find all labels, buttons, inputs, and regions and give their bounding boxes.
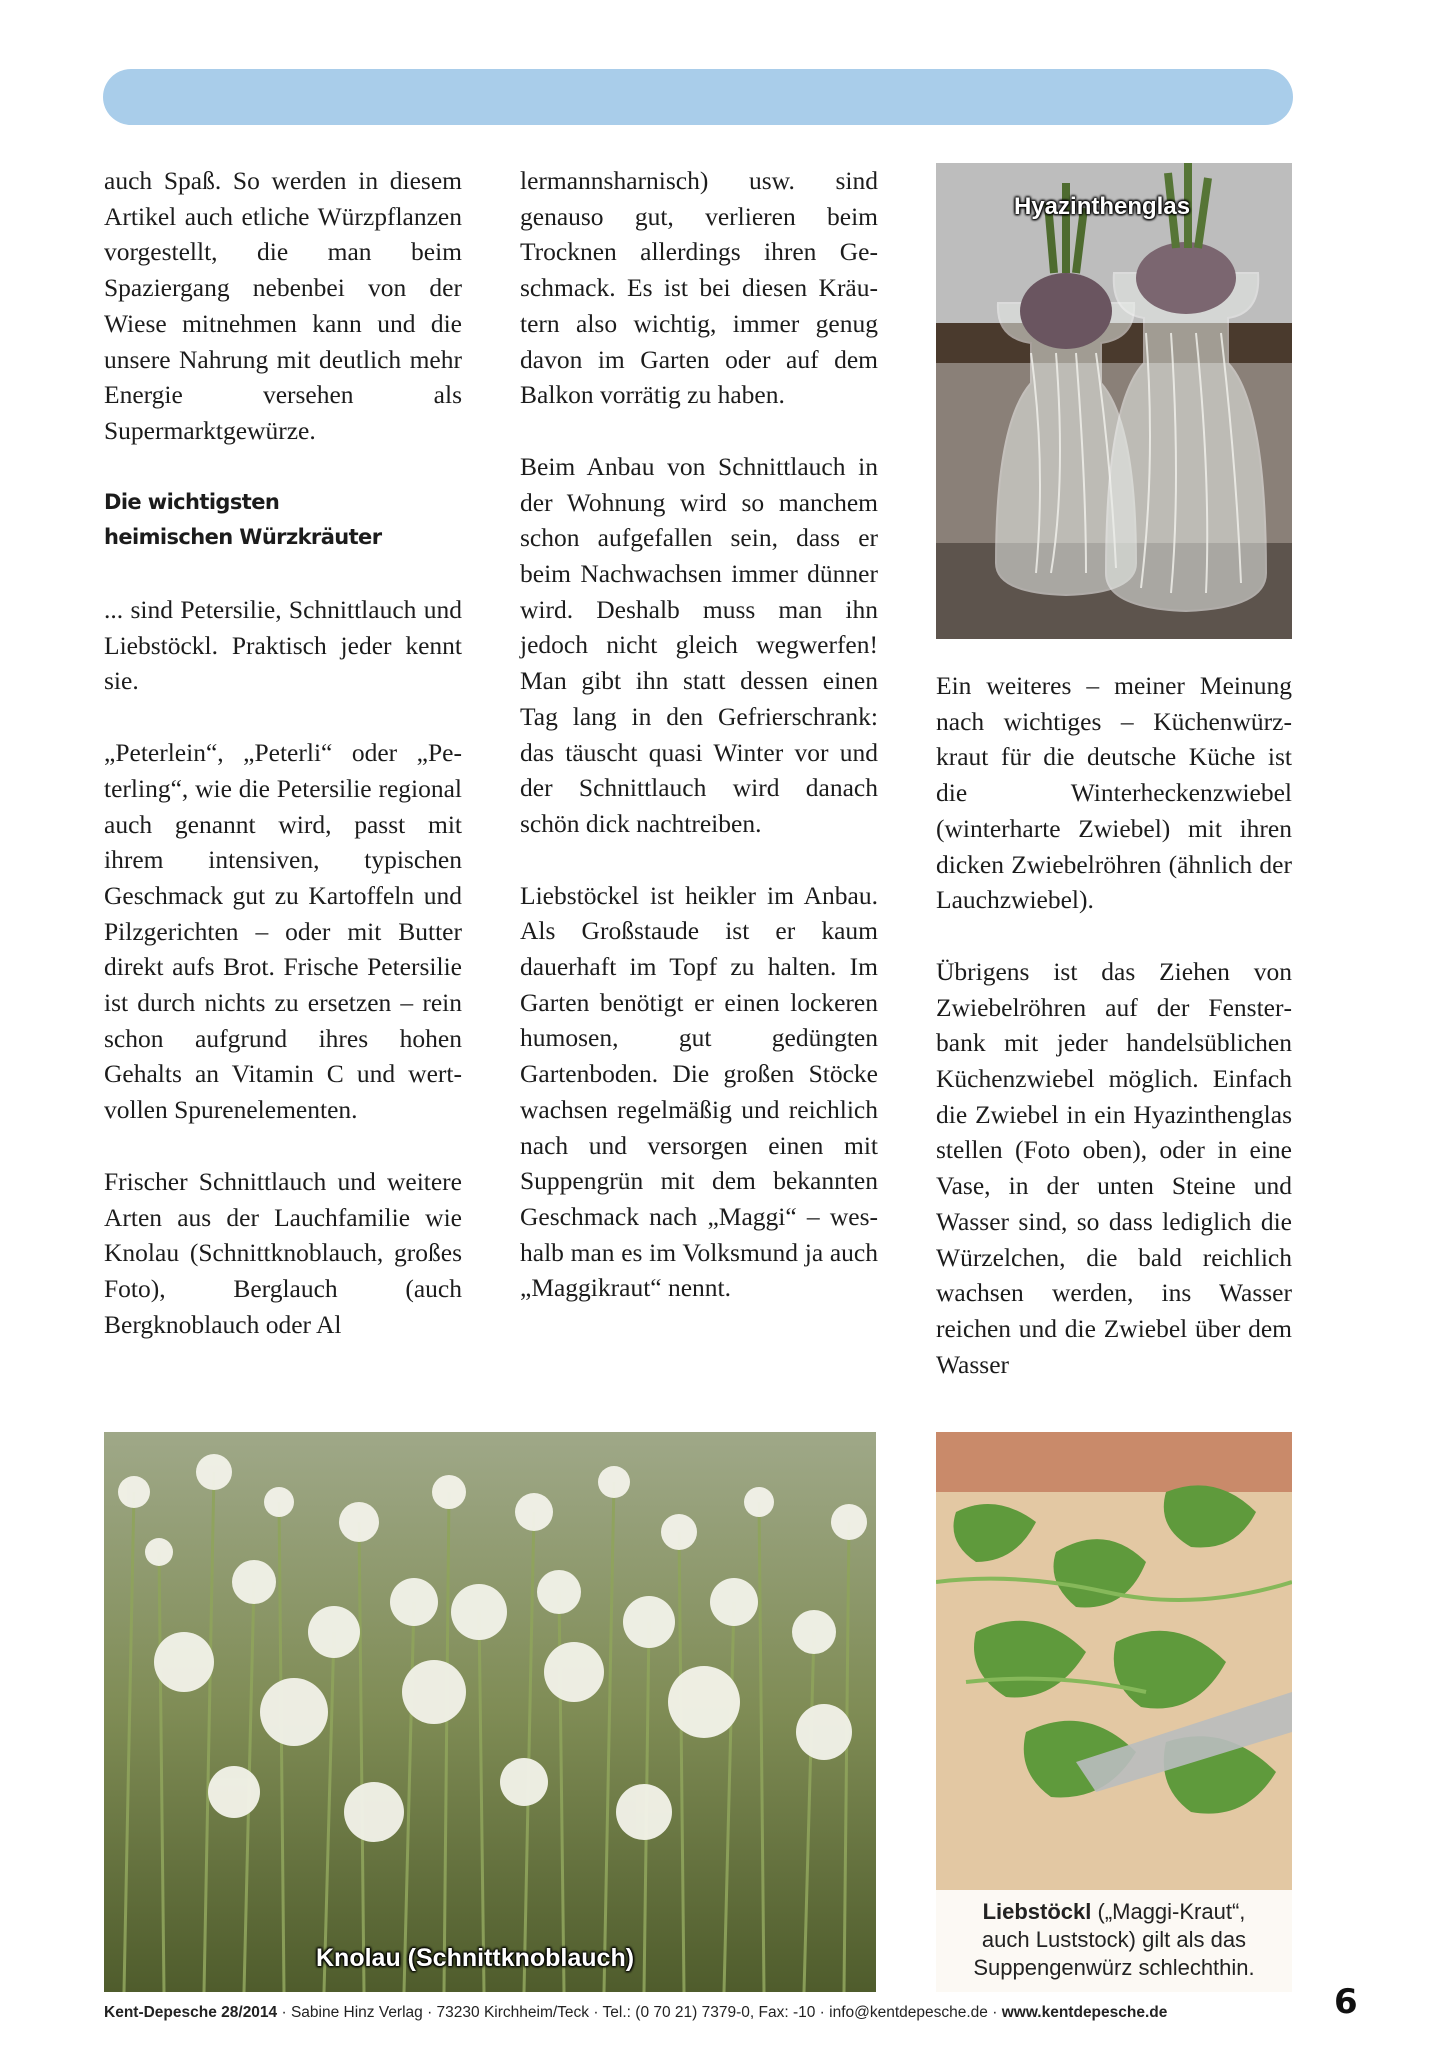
paragraph: auch Spaß. So werden in diesem Artikel auch etliche Würzpflanzen vorgestellt, die man beim Spaziergang nebenbei von der Wiese mitnehmen kann und die unsere Nahrung mit deutlich mehr Energie versehen als Supermarktgewürze.	[104, 166, 462, 445]
magazine-issue: Kent-Depesche 28/2014	[104, 2004, 278, 2021]
paragraph: Ein weiteres – meiner Meinung nach wichtiges – Küchenwürzkraut für die deutsche Küche ist die Winterheckenzwiebel (winterharte Zwiebel) mit ihren dicken Zwiebelröhren (ähnlich der Lauchzwiebel).	[936, 671, 1292, 915]
section-heading-line: heimischen Würzkräuter	[104, 525, 382, 550]
text-column-1	[104, 163, 462, 1342]
paragraph: Übrigens ist das Ziehen von Zwiebelröhren auf der Fensterbank mit jeder handelsüblichen Küchenzwiebel möglich. Einfach die Zwiebel in ein Hyazinthenglas stellen (Foto oben), oder in eine Vase, in der unten Steine und Wasser sind, so dass lediglich die Würzelchen, die bald reichlich wachsen werden, ins Wasser reichen und die Zwiebel über dem Wasser	[936, 956, 1292, 1379]
photo-caption-box	[936, 1890, 1292, 1992]
photo-caption: Hyazinthenglas	[1014, 193, 1191, 220]
header-bar	[103, 69, 1293, 125]
paragraph: „Peterlein“, „Peterli“ oder „Peterling“, wie die Petersilie regional auch genannt wird, passt mit ihrem intensiven, typischen Geschmack gut zu Kartoffeln und Pilzgerichten – oder mit Butter direkt aufs Brot. Frische Petersilie ist durch nichts zu ersetzen – rein schon aufgrund ihres hohen Gehalts an Vitamin C und wertvollen Spurenelementen.	[104, 738, 462, 1125]
lovage-photo	[936, 1432, 1292, 1992]
hyacinth-glass-illustration	[936, 163, 1292, 639]
hyacinth-glass-photo	[936, 163, 1292, 639]
paragraph: lermannsharnisch) usw. sind genauso gut, verlieren beim Trocknen allerdings ihren Geschmack. Es ist bei diesen Kräutern also wichtig, immer genug davon im Garten oder auf dem Balkon vorrätig zu haben.	[520, 166, 878, 410]
garlic-chives-photo	[104, 1432, 876, 1992]
text-column-2	[520, 163, 878, 1306]
paragraph: Liebstöckel ist heikler im Anbau. Als Großstaude ist er kaum dauerhaft im Topf zu halten. Im Garten benötigt er einen lockeren humosen, gut gedüngten Gartenboden. Die großen Stöcke wachsen regelmäßig und reichlich nach und versorgen einen mit Suppengrün mit dem bekannten Geschmack nach „Maggi“ – weshalb man es im Volksmund ja auch „Maggikraut“ nennt.	[520, 880, 878, 1303]
paragraph: Frischer Schnittlauch und weitere Arten aus der Lauchfamilie wie Knolau (Schnittknoblauch, großes Foto), Berglauch (auch Bergknoblauch oder Al	[104, 1166, 462, 1339]
paragraph: Beim Anbau von Schnittlauch in der Wohnung wird so manchem schon aufgefallen sein, dass er beim Nachwachsen immer dünner wird. Deshalb muss man ihn jedoch nicht gleich wegwerfen! Man gibt ihn statt dessen einen Tag lang in den Gefrierschrank: das täuscht quasi Winter vor und der Schnittlauch wird danach schön dick nachtreiben.	[520, 451, 878, 838]
photo-caption-text: auch Luststock) gilt als das	[981, 1927, 1247, 1952]
photo-caption-bold: Liebstöckl	[982, 1899, 1092, 1924]
paragraph: ... sind Petersilie, Schnittlauch und Liebstöckl. Praktisch jeder kennt sie.	[104, 595, 462, 696]
section-heading-line: Die wichtigsten	[104, 489, 280, 514]
website-link[interactable]: www.kentdepesche.de	[1001, 2004, 1168, 2021]
garlic-chives-illustration	[104, 1432, 876, 1992]
publisher-details: · Sabine Hinz Verlag · 73230 Kirchheim/Teck · Tel.: (0 70 21) 7379-0, Fax: -10 · info@kentdepesche.de ·	[277, 2004, 1002, 2021]
photo-caption-text: Suppengenwürz schlechthin.	[973, 1955, 1255, 1980]
section-heading	[104, 485, 462, 556]
page-footer	[104, 2004, 1294, 2022]
text-column-3	[936, 668, 1292, 1382]
photo-caption-text: („Maggi-Kraut“,	[1091, 1899, 1246, 1924]
page-number: 6	[1334, 1982, 1358, 2022]
photo-caption: Knolau (Schnittknoblauch)	[316, 1944, 635, 1972]
